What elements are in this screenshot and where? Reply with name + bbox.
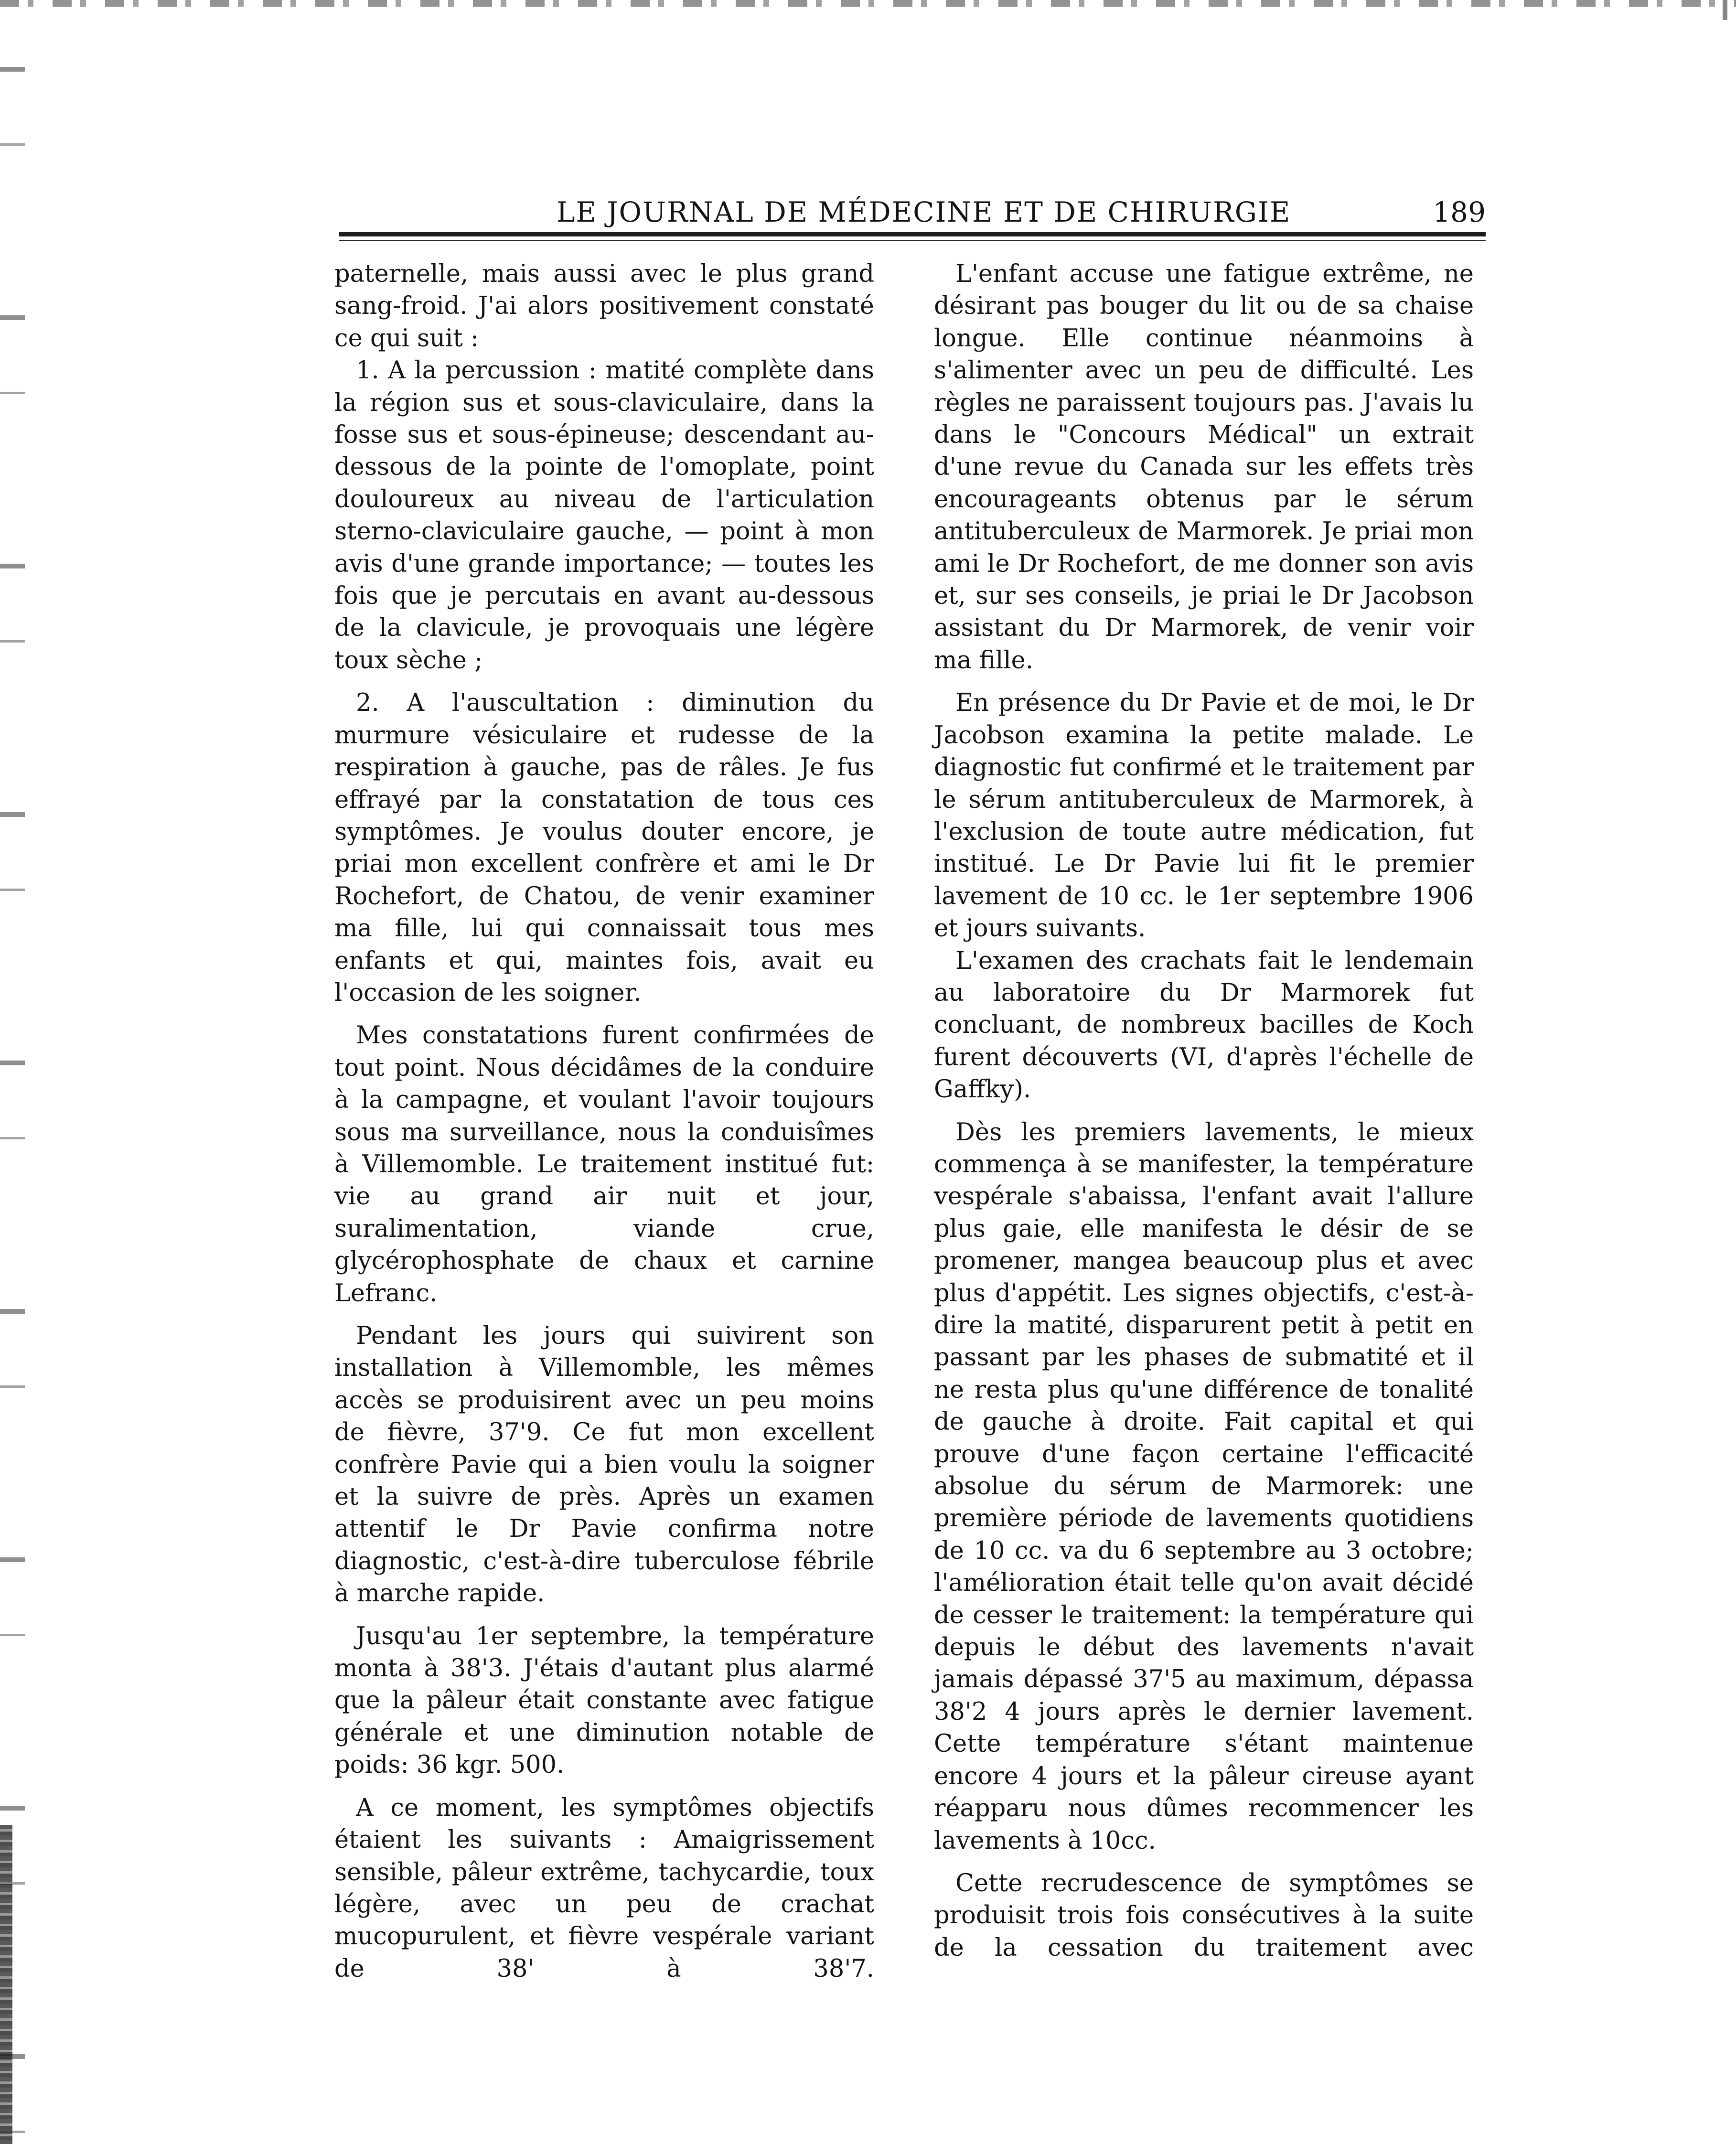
- journal-title: LE JOURNAL DE MÉDECINE ET DE CHIRURGIE: [557, 196, 1291, 228]
- paragraph: Pendant les jours qui suivirent son installation à Villemomble, les mêmes accès se produisirent avec un peu moins de fièvre, 37'9. Ce fut mon excellent confrère Pavie qui a bien voulu la soigner et la suivre de près. Après un examen attentif le Dr Pavie confirma notre diagnostic, c'est-à-dire tuberculose fébrile à marche rapide.: [334, 1322, 874, 1608]
- running-header: [339, 196, 1486, 234]
- right-column: [934, 258, 1474, 1964]
- paragraph: paternelle, mais aussi avec le plus grand sang-froid. J'ai alors positivement constaté ce qui suit :: [334, 260, 874, 353]
- left-column: [334, 258, 874, 1985]
- paragraph: L'examen des crachats fait le lendemain au laboratoire du Dr Marmorek fut concluant, de nombreux bacilles de Koch furent découverts (VI, d'après l'échelle de Gaffky).: [934, 946, 1474, 1104]
- scan-binding-shadow: [0, 1825, 12, 2144]
- paragraph: Jusqu'au 1er septembre, la température monta à 38'3. J'étais d'autant plus alarmé que la pâleur était constante avec fatigue générale et une diminution notable de poids: 36 kgr. 500.: [334, 1622, 874, 1780]
- paragraph: Mes constatations furent confirmées de tout point. Nous décidâmes de la conduire à la campagne, et voulant l'avoir toujours sous ma surveillance, nous la conduisîmes à Villemomble. Le traitement institué fut: vie au grand air nuit et jour, suralimentation, viande crue, glycérophosphate de chaux et carnine Lefranc.: [334, 1021, 874, 1308]
- page-number: 189: [1433, 196, 1486, 228]
- scan-top-edge: [0, 0, 1736, 7]
- paragraph: En présence du Dr Pavie et de moi, le Dr Jacobson examina la petite malade. Le diagnostic fut confirmé et le traitement par le sérum antituberculeux de Marmorek, à l'exclusion de toute autre médication, fut institué. Le Dr Pavie lui fit le premier lavement de 10 cc. le 1er septembre 1906 et jours suivants.: [934, 689, 1474, 943]
- header-rule-thick: [339, 232, 1486, 236]
- paragraph: A ce moment, les symptômes objectifs étaient les suivants : Amaigrissement sensible, pâleur extrême, tachycardie, toux légère, avec un peu de crachat mucopurulent, et fièvre vespérale variant de 38' à 38'7.: [334, 1793, 874, 1983]
- paragraph: L'enfant accuse une fatigue extrême, ne désirant pas bouger du lit ou de sa chaise longue. Elle continue néanmoins à s'alimenter avec un peu de difficulté. Les règles ne paraissent toujours pas. J'avais lu dans le "Concours Médical" un extrait d'une revue du Canada sur les effets très encourageants obtenus par le sérum antituberculeux de Marmorek. Je priai mon ami le Dr Rochefort, de me donner son avis et, sur ses conseils, je priai le Dr Jacobson assistant du Dr Marmorek, de venir voir ma fille.: [934, 260, 1474, 675]
- paragraph: 2. A l'auscultation : diminution du murmure vésiculaire et rudesse de la respiration à gauche, pas de râles. Je fus effrayé par la constatation de tous ces symptômes. Je voulus douter encore, je priai mon excellent confrère et ami le Dr Rochefort, de Chatou, de venir examiner ma fille, lui qui connaissait tous mes enfants et qui, maintes fois, avait eu l'occasion de les soigner.: [334, 689, 874, 1007]
- paragraph: Cette recrudescence de symptômes se produisit trois fois consécutives à la suite de la cessation du traitement avec: [934, 1869, 1474, 1962]
- paragraph: 1. A la percussion : matité complète dans la région sus et sous-claviculaire, dans la fosse sus et sous-épineuse; descendant au-dessous de la pointe de l'omoplate, point douloureux au niveau de l'articulation sterno-claviculaire gauche, — point à mon avis d'une grande importance; — toutes les fois que je percutais en avant au-dessous de la clavicule, je provoquais une légère toux sèche ;: [334, 356, 874, 675]
- paragraph: Dès les premiers lavements, le mieux commença à se manifester, la température vespérale s'abaissa, l'enfant avait l'allure plus gaie, elle manifesta le désir de se promener, mangea beaucoup plus et avec plus d'appétit. Les signes objectifs, c'est-à-dire la matité, disparurent petit à petit en passant par les phases de submatité et il ne resta plus qu'une différence de tonalité de gauche à droite. Fait capital et qui prouve d'une façon certaine l'efficacité absolue du sérum de Marmorek: une première période de lavements quotidiens de 10 cc. va du 6 septembre au 3 octobre; l'amélioration était telle qu'on avait décidé de cesser le traitement: la température qui depuis le début des lavements n'avait jamais dépassé 37'5 au maximum, dépassa 38'2 4 jours après le dernier lavement. Cette température s'étant maintenue encore 4 jours et la pâleur cireuse ayant réapparu nous dûmes recommencer les lavements à 10cc.: [934, 1118, 1474, 1855]
- scan-corner-mark: [1723, 0, 1727, 20]
- header-rule-thin: [339, 240, 1486, 241]
- scan-left-edge: [0, 0, 25, 2144]
